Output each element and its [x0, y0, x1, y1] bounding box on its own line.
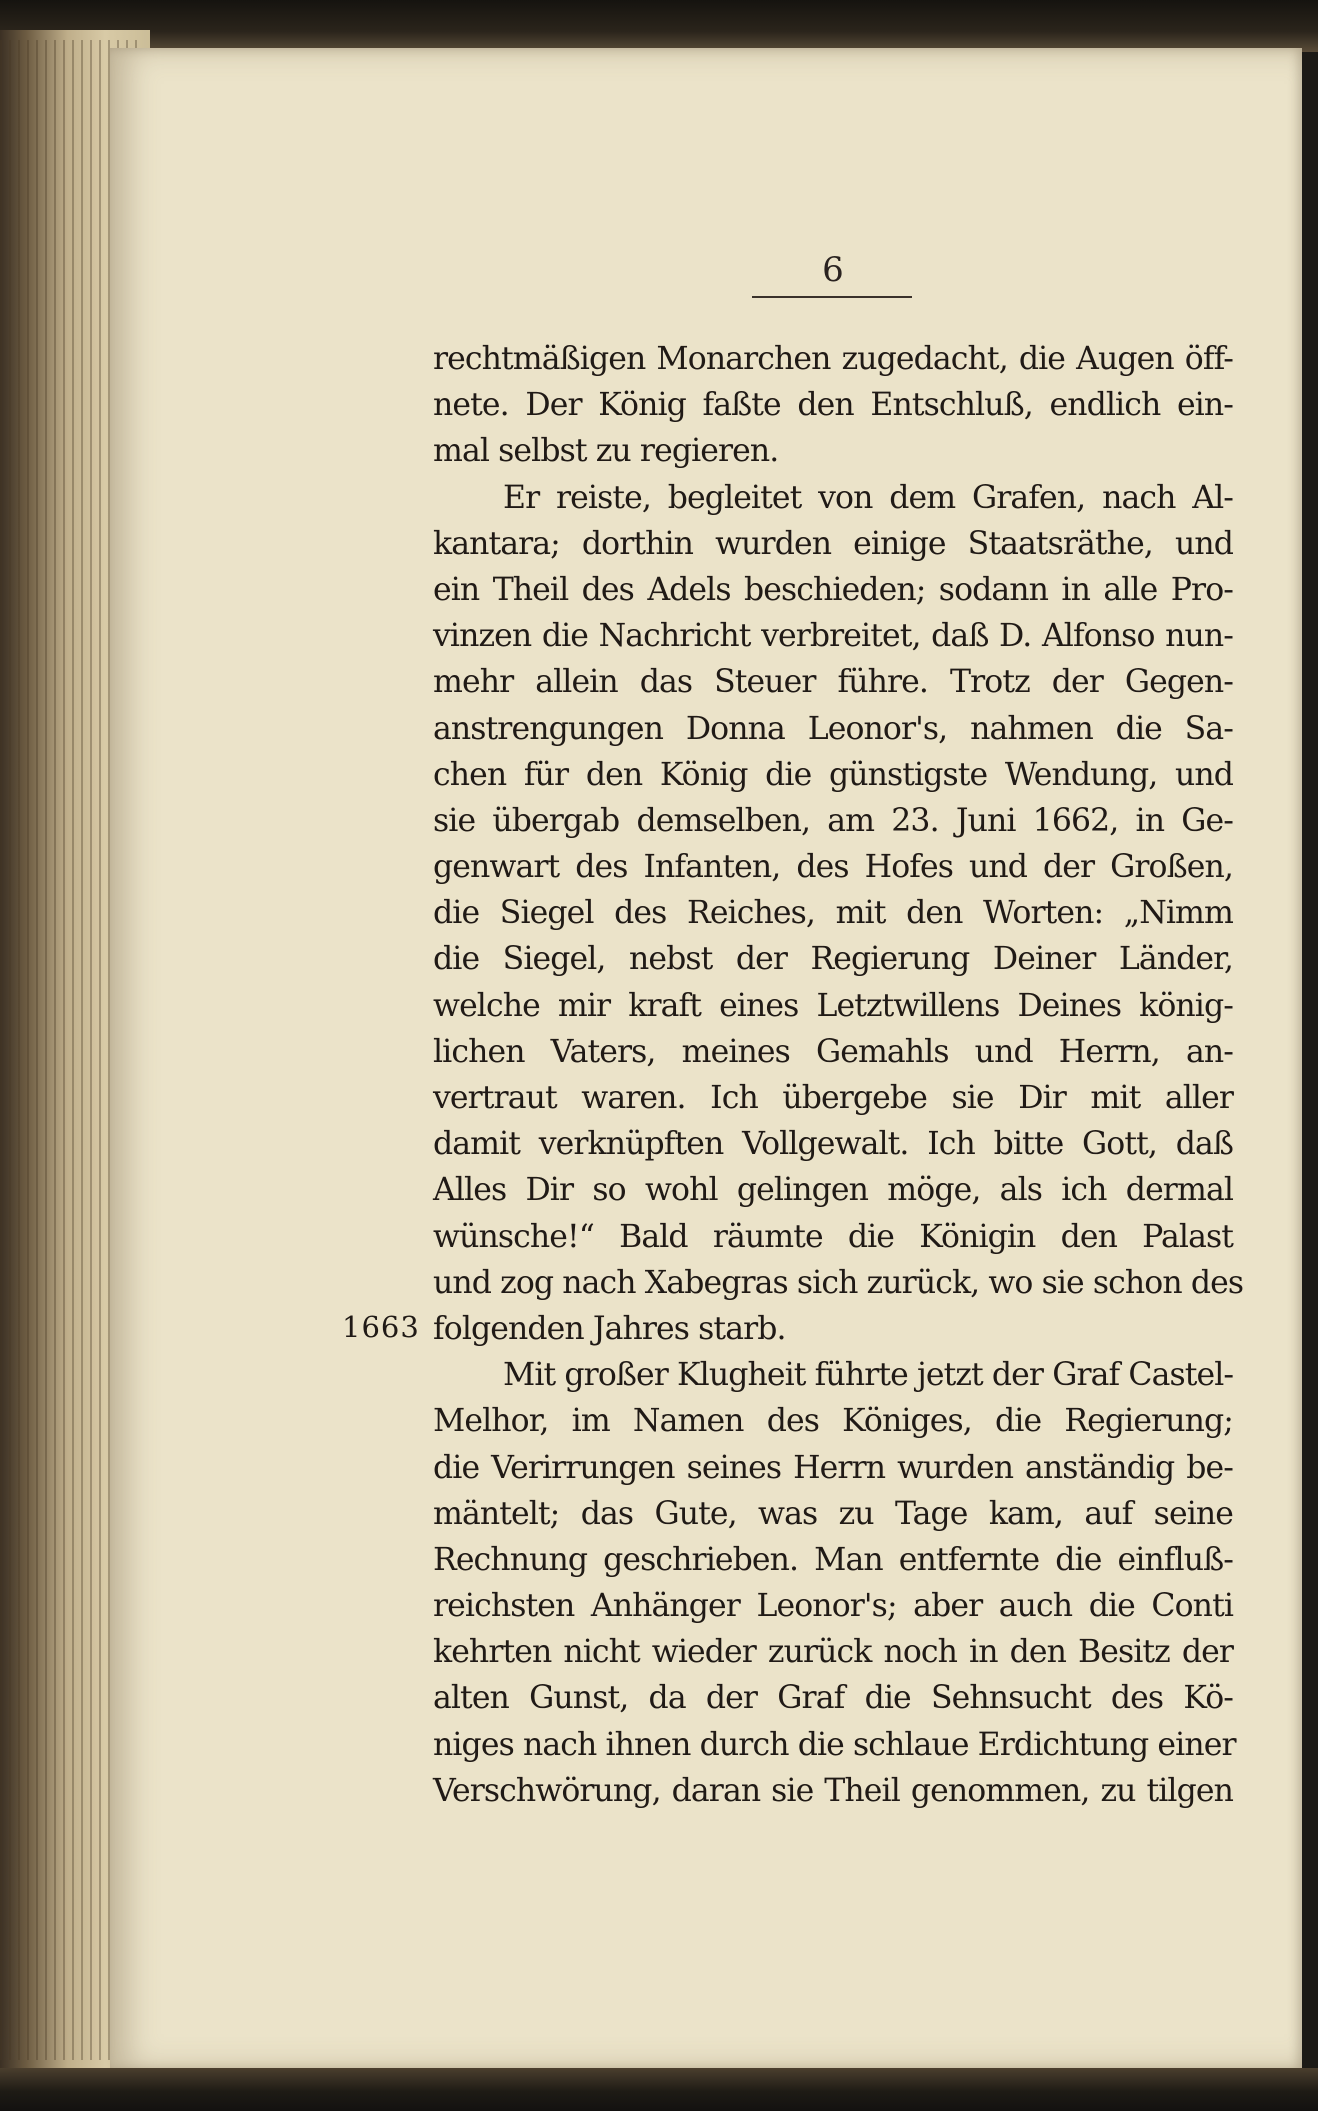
- text-line: Er reiste, begleitet von dem Grafen, nach Al-: [503, 479, 1233, 516]
- text-line: kantara; dorthin wurden einige Staatsräthe, und: [433, 525, 1233, 562]
- text-line: ein Theil des Adels beschieden; sodann in alle Pro-: [433, 571, 1233, 608]
- text-line: reichsten Anhänger Leonor's; aber auch die Conti: [433, 1588, 1233, 1625]
- text-line: rechtmäßigen Monarchen zugedacht, die Augen öff-: [433, 341, 1233, 377]
- text-line: vertraut waren. Ich übergebe sie Dir mit aller: [433, 1080, 1233, 1116]
- text-line: anstrengungen Donna Leonor's, nahmen die Sa-: [433, 710, 1233, 747]
- text-line: mäntelt; das Gute, was zu Tage kam, auf seine: [433, 1495, 1233, 1532]
- page-number: 6: [822, 250, 844, 290]
- text-line: niges nach ihnen durch die schlaue Erdichtung einer: [433, 1726, 1236, 1763]
- text-line: damit verknüpften Vollgewalt. Ich bitte Gott, daß: [433, 1126, 1233, 1163]
- text-line: alten Gunst, da der Graf die Sehnsucht des Kö-: [433, 1680, 1233, 1717]
- text-line: die Siegel des Reiches, mit den Worten: „Nimm: [433, 895, 1233, 932]
- text-line: Melhor, im Namen des Königes, die Regierung;: [433, 1403, 1233, 1440]
- text-line: Alles Dir so wohl gelingen möge, als ich dermal: [433, 1172, 1233, 1209]
- text-line: Rechnung geschrieben. Man entfernte die einfluß-: [433, 1541, 1233, 1578]
- text-line: welche mir kraft eines Letztwillens Deines könig-: [433, 987, 1233, 1024]
- text-line: folgenden Jahres starb.: [433, 1310, 786, 1347]
- text-line: Mit großer Klugheit führte jetzt der Graf Castel-: [503, 1357, 1234, 1394]
- text-line: chen für den König die günstigste Wendung, und: [433, 756, 1233, 793]
- text-line: nete. Der König faßte den Entschluß, endlich ein-: [433, 387, 1233, 424]
- text-line: genwart des Infanten, des Hofes und der Großen,: [433, 849, 1233, 886]
- body-text: [433, 336, 1244, 1814]
- text-line: mal selbst zu regieren.: [433, 433, 779, 470]
- text-line: wünsche!“ Bald räumte die Königin den Palast: [433, 1218, 1233, 1255]
- book-top-edge: [0, 0, 1318, 52]
- book-bottom-edge: [0, 2068, 1318, 2111]
- text-line: die Siegel, nebst der Regierung Deiner Länder,: [433, 941, 1233, 978]
- text-line: mehr allein das Steuer führe. Trotz der Gegen-: [433, 664, 1233, 701]
- header-rule: [752, 296, 912, 298]
- margin-year-note: 1663: [342, 1310, 420, 1344]
- text-line: lichen Vaters, meines Gemahls und Herrn, an-: [433, 1033, 1233, 1070]
- text-line: die Verirrungen seines Herrn wurden anständig be-: [433, 1449, 1233, 1486]
- text-line: sie übergab demselben, am 23. Juni 1662, in Ge-: [433, 802, 1233, 839]
- text-line: vinzen die Nachricht verbreitet, daß D. Alfonso nun-: [433, 618, 1233, 655]
- text-line: Verschwörung, daran sie Theil genommen, zu tilgen: [433, 1772, 1233, 1809]
- text-line: und zog nach Xabegras sich zurück, wo sie schon des: [433, 1264, 1244, 1301]
- text-line: kehrten nicht wieder zurück noch in den Besitz der: [433, 1634, 1233, 1671]
